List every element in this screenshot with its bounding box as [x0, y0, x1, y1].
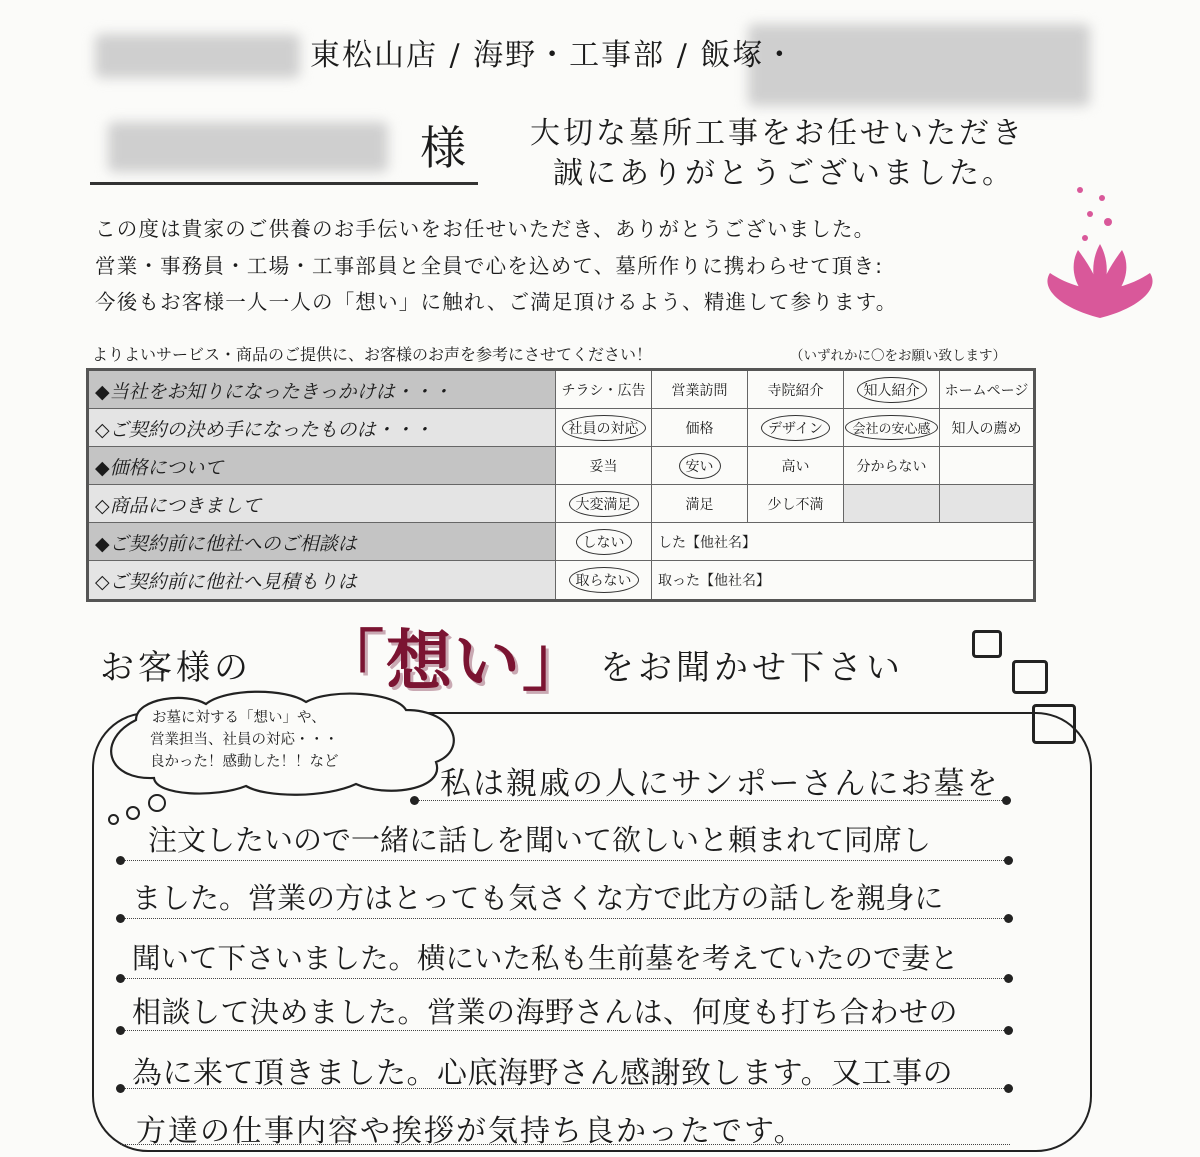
- line-dot: [1004, 974, 1013, 983]
- survey-option-empty: [939, 485, 1033, 522]
- thanks-line-2: 誠にありがとうございました。: [553, 156, 1015, 191]
- survey-option-circled[interactable]: [555, 561, 651, 599]
- survey-option-circled[interactable]: [555, 409, 651, 446]
- survey-row: [89, 523, 1033, 561]
- handwritten-line-3: ました。営業の方はとっても気さくな方で此方の話しを親身に: [132, 881, 944, 915]
- hint-line: 良かった！感動した！！など: [150, 754, 339, 770]
- handwritten-line-7: 方達の仕事内容や挨拶が気持ち良かったです。: [136, 1114, 806, 1149]
- handwritten-line-1: 私は親戚の人にサンポーさんにお墓を: [440, 766, 1000, 802]
- lotus-flower-icon: [1030, 178, 1170, 328]
- line-dot: [1004, 856, 1013, 865]
- survey-question: ◆当社をお知りになったきっかけは・・・: [95, 381, 452, 403]
- survey-question: ◇ご契約前に他社へ見積もりは: [95, 571, 357, 593]
- survey-row: [89, 485, 1033, 523]
- hint-line: お墓に対する「想い」や、: [152, 710, 326, 726]
- intro-line-2: 営業・事務員・工場・工事部員と全員で心を込めて、墓所作りに携わらせて頂き:: [95, 254, 884, 278]
- ruled-line: [120, 978, 1010, 979]
- survey-row: [89, 447, 1033, 485]
- survey-row: [89, 371, 1033, 409]
- omoi-heading-suffix: をお聞かせ下さい: [600, 648, 904, 688]
- survey-option[interactable]: チラシ・広告: [555, 371, 651, 408]
- survey-title: よりよいサービス・商品のご提供に、お客様のお声を参考にさせてください！: [92, 345, 653, 364]
- handwritten-line-6: 為に来て頂きました。心底海野さん感謝致します。又工事の: [132, 1056, 954, 1091]
- survey-option[interactable]: 営業訪問: [651, 371, 747, 408]
- survey-option[interactable]: 少し不満: [747, 485, 843, 522]
- handwritten-line-2: 注文したいので一緒に話しを聞いて欲しいと頼まれて同席し: [148, 823, 932, 857]
- name-underline: [90, 182, 478, 185]
- ruled-line: [120, 860, 1010, 861]
- hint-line: 営業担当、社員の対応・・・: [150, 732, 339, 748]
- line-dot: [1004, 1084, 1013, 1093]
- circled-answer: 会社の安心感: [845, 415, 937, 440]
- survey-option[interactable]: 知人の薦め: [939, 409, 1033, 446]
- survey-option-circled[interactable]: [843, 371, 939, 408]
- thought-square: [1012, 660, 1048, 694]
- redacted-customer-name: [108, 122, 388, 172]
- intro-line-1: この度は貴家のご供養のお手伝いをお任せいただき、ありがとうございました。: [95, 217, 876, 241]
- line-dot: [1004, 1026, 1013, 1035]
- survey-question: ◆ご契約前に他社へのご相談は: [95, 533, 357, 555]
- handwritten-line-4: 聞いて下さいました。横にいた私も生前墓を考えていたので妻と: [132, 942, 959, 975]
- survey-option[interactable]: 妥当: [555, 447, 651, 484]
- circled-answer: しない: [576, 529, 632, 555]
- survey-question: ◇ご契約の決め手になったものは・・・: [95, 419, 433, 441]
- cloud-tail-dot: [126, 806, 140, 820]
- circled-answer: デザイン: [761, 415, 830, 441]
- survey-option-circled[interactable]: [555, 523, 651, 560]
- circled-answer: 知人紹介: [857, 377, 927, 403]
- omoi-heading-prefix: お客様の: [100, 648, 252, 688]
- thanks-line-1: 大切な墓所工事をお任せいただき: [530, 116, 1025, 151]
- survey-option[interactable]: ホームページ: [939, 371, 1033, 408]
- ruled-line: [120, 918, 1010, 919]
- survey-note: （いずれかに〇をお願い致します）: [790, 348, 1006, 364]
- circled-answer: 大変満足: [569, 491, 639, 517]
- line-dot: [1002, 796, 1011, 805]
- handwritten-line-5: 相談して決めました。営業の海野さんは、何度も打ち合わせの: [132, 995, 959, 1029]
- intro-line-3: 今後もお客様一人一人の「想い」に触れ、ご満足頂けるよう、精進して参ります。: [95, 290, 898, 314]
- line-dot: [410, 796, 419, 805]
- survey-option[interactable]: 満足: [651, 485, 747, 522]
- circled-answer: 社員の対応: [562, 415, 646, 441]
- survey-table: [86, 368, 1036, 602]
- line-dot: [116, 1084, 125, 1093]
- survey-option[interactable]: 高い: [747, 447, 843, 484]
- line-dot: [116, 1026, 125, 1035]
- survey-option-circled[interactable]: [555, 485, 651, 522]
- line-dot: [116, 974, 125, 983]
- survey-option-empty: [843, 485, 939, 522]
- line-dot: [1004, 914, 1013, 923]
- line-dot: [116, 914, 125, 923]
- redacted-name-block: [95, 34, 300, 78]
- survey-option[interactable]: 寺院紹介: [747, 371, 843, 408]
- cloud-tail-dot: [148, 794, 166, 812]
- survey-question: ◇商品につきまして: [95, 495, 262, 517]
- survey-option-circled[interactable]: [651, 447, 747, 484]
- omoi-heading-word: 「想い」: [318, 622, 590, 700]
- survey-option[interactable]: した【他社名】: [651, 523, 1033, 560]
- redacted-name-block: [748, 24, 1090, 106]
- survey-option[interactable]: 分からない: [843, 447, 939, 484]
- survey-option[interactable]: 取った【他社名】: [651, 561, 1033, 599]
- store-staff-line: 東松山店 / 海野・工事部 / 飯塚・: [310, 38, 797, 73]
- line-dot: [116, 856, 125, 865]
- survey-row: [89, 409, 1033, 447]
- circled-answer: 取らない: [569, 567, 639, 593]
- survey-question: ◆価格について: [95, 457, 224, 479]
- survey-option-empty: [939, 447, 1033, 484]
- circled-answer: 安い: [679, 453, 721, 479]
- survey-option-circled[interactable]: [843, 409, 939, 446]
- cloud-tail-dot: [108, 814, 119, 825]
- survey-option-circled[interactable]: [747, 409, 843, 446]
- survey-row: [89, 561, 1033, 599]
- survey-option[interactable]: 価格: [651, 409, 747, 446]
- honorific: 様: [420, 121, 466, 175]
- thought-square: [972, 630, 1002, 658]
